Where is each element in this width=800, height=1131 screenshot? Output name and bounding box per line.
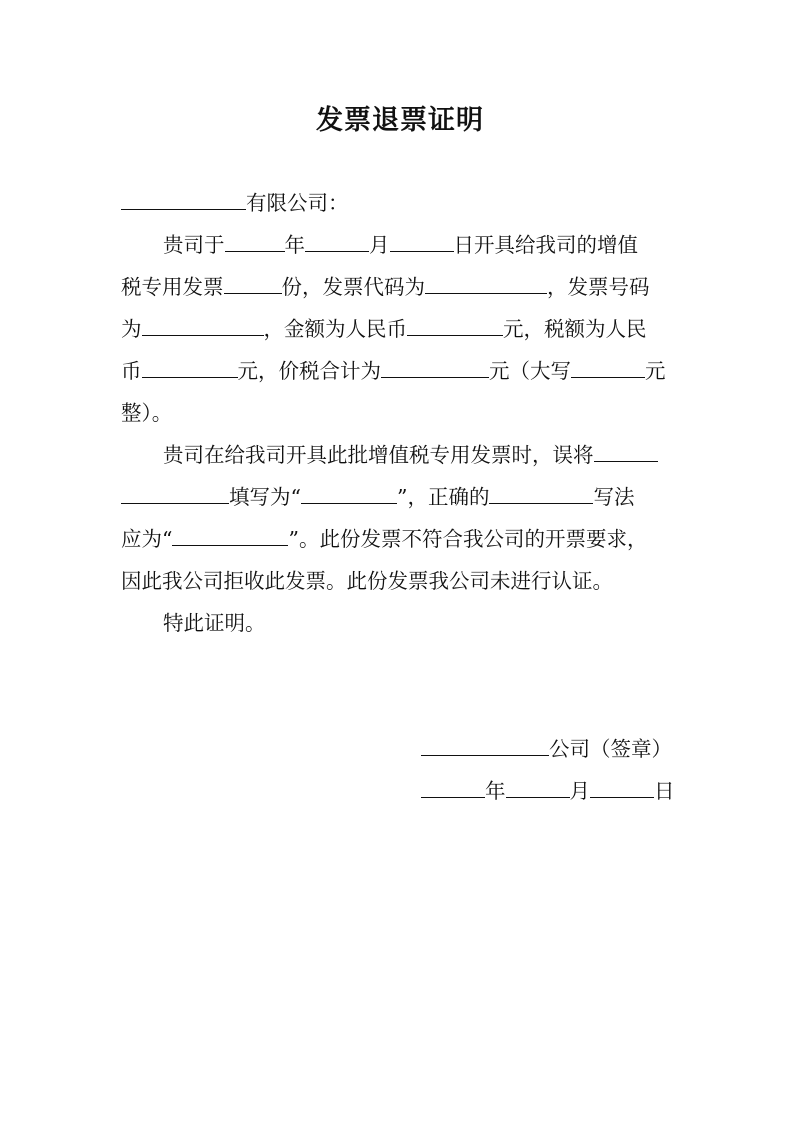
closing-text: 特此证明。 (163, 611, 266, 635)
signing-company-blank[interactable] (421, 735, 549, 756)
p1-text-i: ，金额为人民币 (263, 317, 407, 341)
p1-text-b: 年 (284, 233, 305, 257)
company-name-blank[interactable] (121, 189, 246, 210)
signature-date-line (421, 777, 675, 805)
p1-text-c: 月 (369, 233, 390, 257)
p1-text-j: 元，税额为人民 (503, 317, 647, 341)
p1-text-a: 贵司于 (163, 233, 225, 257)
p2-line-1 (163, 441, 658, 469)
sign-day-blank[interactable] (590, 777, 654, 798)
salutation-suffix: 有限公司： (246, 191, 349, 215)
p1-text-g: ，发票号码 (547, 275, 650, 299)
p1-text-n: 元 (645, 359, 666, 383)
signature-year-label: 年 (485, 779, 506, 803)
sign-month-blank[interactable] (506, 777, 570, 798)
p2-line-4 (121, 567, 613, 595)
issue-month-blank[interactable] (305, 231, 369, 252)
p1-line-2 (121, 273, 650, 301)
p1-text-k: 币 (121, 359, 142, 383)
p1-text-d: 日开具给我司的增值 (453, 233, 638, 257)
total-amount-blank[interactable] (381, 357, 489, 378)
p2-text-a: 贵司在给我司开具此批增值税专用发票时，误将 (163, 443, 594, 467)
p1-text-l: 元，价税合计为 (237, 359, 381, 383)
document-title: 发票退票证明 (316, 105, 484, 136)
p2-text-c: ”，正确的 (396, 485, 490, 509)
total-in-words-blank[interactable] (571, 357, 645, 378)
p1-line-3 (121, 315, 647, 343)
wrong-value-blank[interactable] (301, 483, 397, 504)
p2-line-3 (121, 525, 647, 553)
p2-text-b: 填写为“ (229, 485, 301, 509)
p1-text-f: 份，发票代码为 (281, 275, 425, 299)
p1-line-5 (121, 399, 172, 427)
salutation-line (121, 189, 349, 217)
signature-day-label: 日 (654, 779, 675, 803)
p1-line-4 (121, 357, 666, 385)
p2-text-f: ”。此份发票不符合我公司的开票要求， (288, 527, 648, 551)
correct-value-blank[interactable] (172, 525, 288, 546)
closing-line (163, 609, 266, 637)
p1-text-h: 为 (121, 317, 142, 341)
p2-text-d: 写法 (593, 485, 635, 509)
p1-text-e: 税专用发票 (121, 275, 224, 299)
issue-year-blank[interactable] (225, 231, 285, 252)
invoice-count-blank[interactable] (224, 273, 282, 294)
p2-text-e: 应为“ (121, 527, 173, 551)
signature-company-label: 公司（签章） (549, 737, 672, 761)
signature-month-label: 月 (569, 779, 590, 803)
p1-line-1 (163, 231, 638, 259)
tax-amount-blank[interactable] (142, 357, 238, 378)
invoice-number-blank[interactable] (142, 315, 264, 336)
wrong-field-blank-continued[interactable] (121, 483, 229, 504)
p1-text-m: 元（大写 (489, 359, 571, 383)
sign-year-blank[interactable] (421, 777, 485, 798)
amount-blank[interactable] (407, 315, 503, 336)
signature-company-line (421, 735, 672, 763)
p2-text-g: 因此我公司拒收此发票。此份发票我公司未进行认证。 (121, 569, 613, 593)
wrong-field-blank[interactable] (594, 441, 658, 462)
issue-day-blank[interactable] (390, 231, 454, 252)
correct-field-blank[interactable] (489, 483, 593, 504)
p2-line-2 (121, 483, 634, 511)
p1-text-o: 整）。 (121, 401, 173, 425)
invoice-code-blank[interactable] (425, 273, 547, 294)
